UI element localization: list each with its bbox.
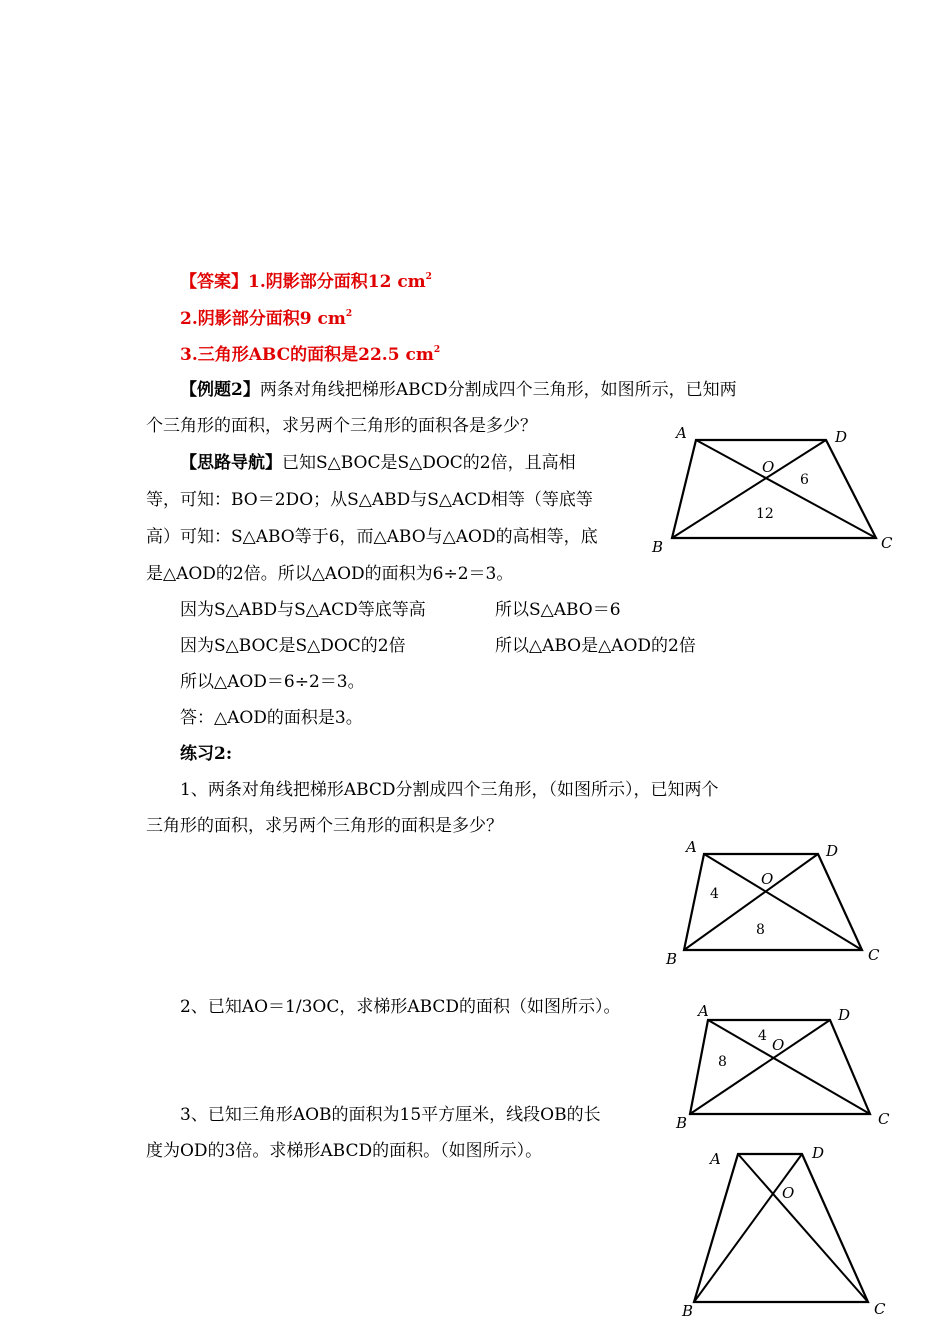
center-o-label: O (761, 870, 774, 888)
vertex-c-label: C (878, 1110, 890, 1128)
vertex-d-label: D (838, 1006, 851, 1024)
unit-sup: 2 (345, 309, 353, 319)
step-3: 所以△AOD＝6÷2＝3。 (180, 672, 365, 692)
step-1b: 所以S△ABO＝6 (495, 600, 621, 620)
hint-line-3: 高）可知：S△ABO等于6，而△ABO与△AOD的高相等，底 (146, 527, 598, 547)
center-o-label: O (772, 1036, 785, 1054)
example-2-line-1 (180, 379, 737, 401)
answer-2 (180, 308, 352, 330)
trapezoid-outline (672, 440, 876, 538)
diagonal-ac (696, 440, 876, 538)
center-o-label: O (782, 1184, 795, 1202)
vertex-b-label: B (652, 538, 664, 556)
step-2b: 所以△ABO是△AOD的2倍 (495, 636, 696, 656)
unit-sup: 2 (425, 272, 432, 282)
answer-1 (180, 271, 432, 293)
vertex-d-label: D (812, 1144, 825, 1162)
diagonal-bd (684, 854, 818, 950)
area-label-1: 4 (758, 1028, 767, 1044)
trapezoid-outline (684, 854, 862, 950)
hint-line-1 (180, 452, 576, 474)
q1-line-2: 三角形的面积，求另两个三角形的面积是多少？ (146, 816, 503, 836)
center-o-label: O (762, 458, 775, 476)
vertex-c-label: C (868, 946, 880, 964)
hint-heading: 【思路导航】 (180, 453, 282, 473)
trapezoid-outline (690, 1020, 870, 1114)
unit-sup: 2 (433, 345, 441, 355)
trapezoid-figure-q2 (660, 1000, 900, 1132)
example-2-line-2: 个三角形的面积，求另两个三角形的面积各是多少？ (146, 416, 537, 436)
example-2-text: 两条对角线把梯形ABCD分割成四个三角形，如图所示，已知两 (259, 380, 737, 400)
vertex-c-label: C (874, 1300, 886, 1318)
area-label-1: 4 (710, 886, 719, 902)
hint-text-1: 已知S△BOC是S△DOC的2倍，且高相 (282, 453, 576, 473)
diagonal-bd (672, 440, 826, 538)
q1-line-1: 1、两条对角线把梯形ABCD分割成四个三角形，（如图所示），已知两个 (180, 780, 719, 800)
answer-3-text: 3.三角形ABC的面积是22.5 cm (180, 345, 434, 365)
diagonal-ac (738, 1154, 868, 1302)
vertex-b-label: B (676, 1114, 688, 1132)
vertex-a-label: A (686, 838, 697, 856)
vertex-b-label: B (682, 1302, 694, 1320)
area-label-2: 8 (756, 922, 765, 938)
area-label-2: 12 (756, 506, 774, 522)
trapezoid-figure-example (640, 420, 900, 560)
trapezoid-figure-q1 (660, 836, 900, 976)
practice-heading: 练习2: (180, 744, 233, 764)
diagonal-bd (694, 1154, 802, 1302)
diagonal-ac (704, 854, 862, 950)
answer-2-text: 2.阴影部分面积9 cm (180, 309, 346, 329)
diagonal-ac (708, 1020, 870, 1114)
trapezoid-outline (694, 1154, 868, 1302)
answer-heading: 【答案】 (180, 272, 248, 292)
area-label-1: 6 (800, 472, 809, 488)
q3-line-2: 度为OD的3倍。求梯形ABCD的面积。（如图所示）。 (146, 1141, 543, 1161)
step-2a: 因为S△BOC是S△DOC的2倍 (180, 636, 406, 656)
vertex-a-label: A (710, 1150, 721, 1168)
hint-line-2: 等，可知：BO＝2DO；从S△ABD与S△ACD相等（等底等 (146, 490, 593, 510)
example-answer: 答：△AOD的面积是3。 (180, 708, 363, 728)
vertex-d-label: D (826, 842, 839, 860)
q2-text: 2、已知AO＝1/3OC，求梯形ABCD的面积（如图所示）。 (180, 997, 621, 1017)
answer-3 (180, 344, 440, 366)
answer-1-text: 1.阴影部分面积12 cm (248, 272, 426, 292)
area-label-2: 8 (718, 1054, 727, 1070)
hint-line-4: 是△AOD的2倍。所以△AOD的面积为6÷2＝3。 (146, 564, 514, 584)
step-1a: 因为S△ABD与S△ACD等底等高 (180, 600, 426, 620)
vertex-d-label: D (835, 428, 848, 446)
vertex-a-label: A (676, 424, 687, 442)
vertex-c-label: C (881, 534, 893, 552)
vertex-a-label: A (698, 1002, 709, 1020)
q3-line-1: 3、已知三角形AOB的面积为15平方厘米，线段OB的长 (180, 1105, 601, 1125)
vertex-b-label: B (666, 950, 678, 968)
example-2-heading: 【例题2】 (180, 380, 260, 400)
trapezoid-figure-q3 (670, 1138, 900, 1322)
